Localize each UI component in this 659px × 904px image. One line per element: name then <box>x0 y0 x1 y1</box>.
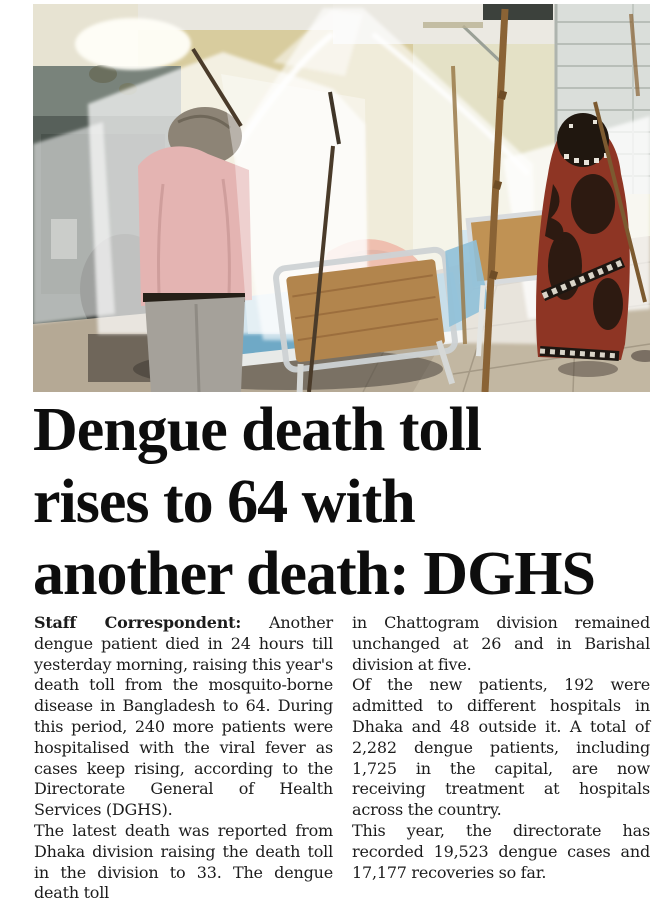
ceiling-vent <box>483 4 553 20</box>
headline-line-1: Dengue death toll <box>33 396 481 464</box>
fluorescent-glow <box>75 18 191 70</box>
article-paragraph: The latest death was reported from Dhaka division raising the death toll in the division to 33. The dengue death toll <box>34 820 333 903</box>
article-photo <box>33 4 650 392</box>
article-paragraph <box>34 613 333 821</box>
paragraph-text: Another dengue patient died in 24 hours till yesterday morning, raising this year's death toll from the mosquito-borne disease in Bangladesh to 64. During this period, 240 more patients were hospitalised with the viral fever as cases keep rising, according to the Directorate General of Health Services (DGHS). <box>34 613 333 820</box>
article-headline <box>33 394 653 610</box>
headline-line-2: rises to 64 with <box>33 468 415 536</box>
article-paragraph-continuation: in Chattogram division remained unchanged at 26 and in Barishal division at five. <box>352 613 650 674</box>
byline: Staff Correspondent: <box>34 613 242 632</box>
article-column-right <box>352 613 650 883</box>
article-paragraph: This year, the directorate has recorded 19,523 dengue cases and 17,177 recoveries so far. <box>352 820 650 882</box>
article-column-left <box>34 613 333 904</box>
headline-line-3: another death: DGHS <box>33 540 596 608</box>
article-paragraph: Of the new patients, 192 were admitted to different hospitals in Dhaka and 48 outside it. A total of 2,282 dengue patients, including 1,725 in the capital, are now receiving treatment at hospitals across the country. <box>352 675 650 820</box>
